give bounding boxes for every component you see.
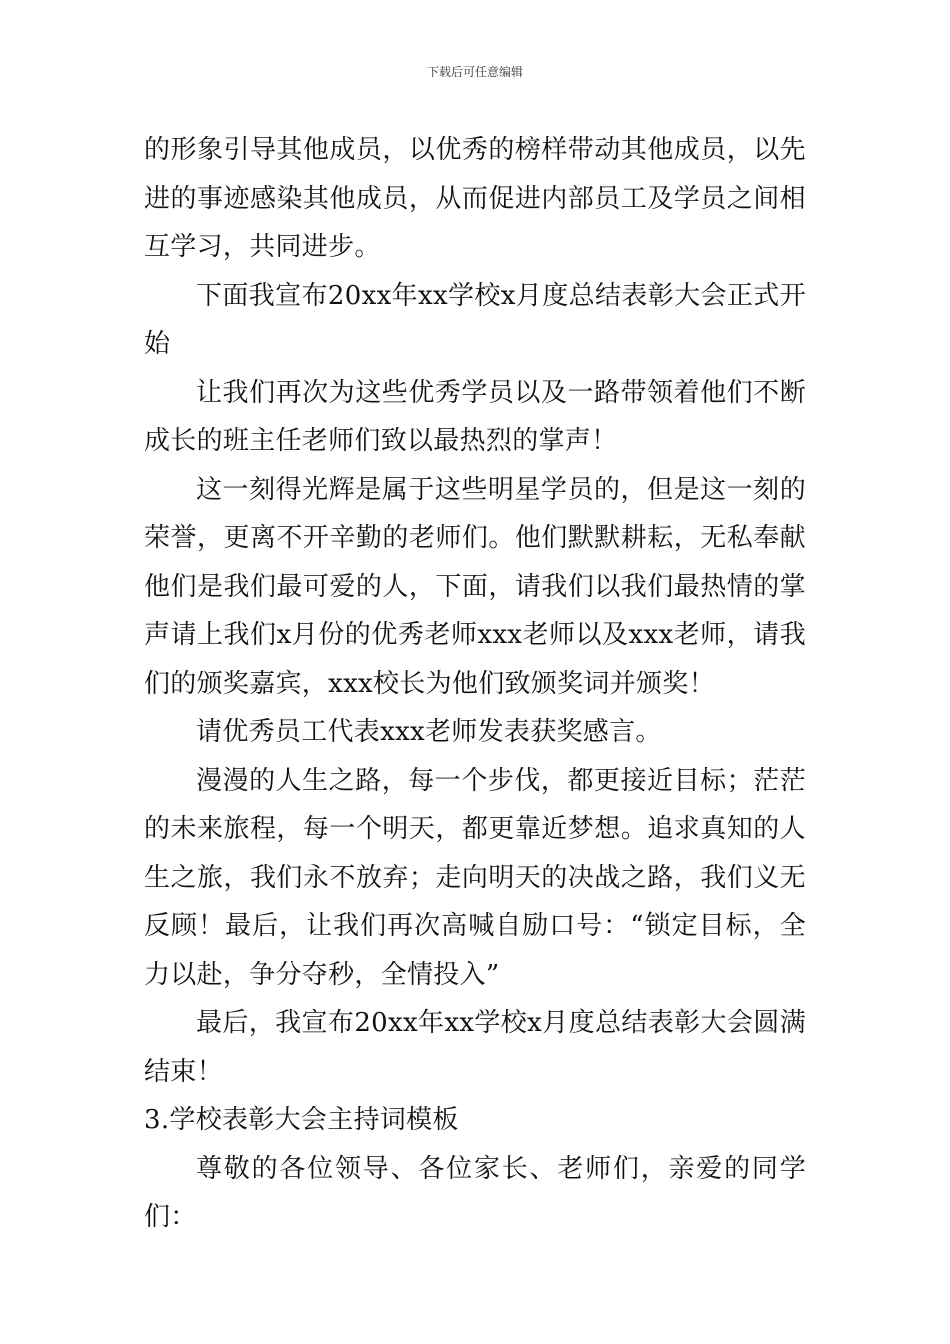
paragraph-greeting: 尊敬的各位领导、各位家长、老师们，亲爱的同学们： <box>144 1153 806 1232</box>
paragraph-continuation: 的形象引导其他成员，以优秀的榜样带动其他成员，以先进的事迹感染其他成员，从而促进内部员工及学员之间相互学习，共同进步。 <box>144 135 806 262</box>
paragraph-teachers: 这一刻得光辉是属于这些明星学员的，但是这一刻的荣誉，更离不开辛勤的老师们。他们默默耕耘，无私奉献他们是我们最可爱的人，下面，请我们以我们最热情的掌声请上我们x月份的优秀老师xxx老师以及xxx老师，请我们的颁奖嘉宾，xxx校长为他们致颁奖词并颁奖！ <box>144 474 806 699</box>
paragraph-speech: 请优秀员工代表xxx老师发表获奖感言。 <box>196 717 662 747</box>
document-body <box>144 126 806 1242</box>
paragraph-applause: 让我们再次为这些优秀学员以及一路带领着他们不断成长的班主任老师们致以最热烈的掌声！ <box>144 377 806 456</box>
paragraph-slogan: 漫漫的人生之路，每一个步伐，都更接近目标；茫茫的未来旅程，每一个明天，都更靠近梦想。追求真知的人生之旅，我们永不放弃；走向明天的决战之路，我们义无反顾！最后，让我们再次高喊自励口号：“锁定目标，全力以赴，争分夺秒，全情投入” <box>144 765 806 990</box>
page-header-note: 下载后可任意编辑 <box>426 65 523 79</box>
paragraph-announce-end: 最后，我宣布20xx年xx学校x月度总结表彰大会圆满结束！ <box>144 1008 806 1087</box>
section-heading: 3.学校表彰大会主持词模板 <box>144 1105 459 1135</box>
paragraph-announce-start: 下面我宣布20xx年xx学校x月度总结表彰大会正式开始 <box>144 280 806 359</box>
